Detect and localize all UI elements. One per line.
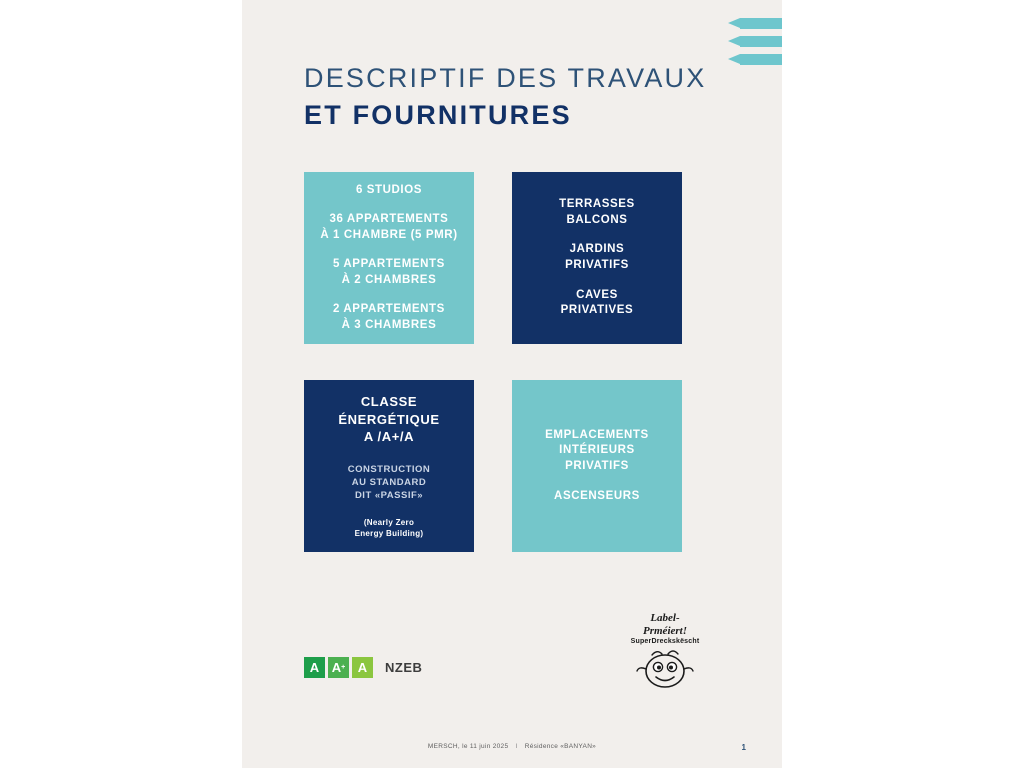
card-energy-subtitle: [348, 446, 431, 503]
page-title: [304, 62, 744, 133]
page-title-line-2: ET FOURNITURES: [304, 100, 572, 131]
card-outdoor-line: TERRASSES: [559, 198, 635, 211]
card-energy-note-line: Energy Building): [354, 528, 424, 538]
card-energy-title-line: CLASSE: [360, 394, 418, 410]
footer-place-date: MERSCH, le 11 juin 2025: [427, 743, 509, 750]
card-energy-title: [338, 393, 439, 446]
footer-project: Résidence «BANYAN»: [524, 743, 597, 750]
card-energy-sub-line: CONSTRUCTION: [347, 463, 431, 475]
card-units-group: [356, 183, 422, 199]
card-outdoor-line: CAVES: [576, 288, 618, 301]
card-units-line: 2 APPARTEMENTS: [333, 303, 445, 316]
card-energy-note-line: (Nearly Zero: [363, 517, 415, 527]
card-energy-class: [304, 380, 474, 552]
label-logo-line-2: Prméiert!: [643, 624, 687, 637]
card-outdoor-line: PRIVATIVES: [560, 304, 634, 317]
card-units-group: [333, 257, 445, 288]
card-units-group: [320, 212, 457, 243]
card-units-line: 36 APPARTEMENTS: [329, 213, 449, 226]
card-units-line: À 1 CHAMBRE (5 PMR): [320, 228, 458, 241]
card-units-group: [333, 302, 445, 333]
energy-class-chips: [304, 657, 376, 678]
card-energy-title-line: A /A+/A: [363, 429, 415, 445]
card-outdoor-spaces: [512, 172, 682, 344]
page-number: 1: [741, 743, 746, 752]
chevron-mark-icon: [740, 36, 782, 47]
card-parking-line: EMPLACEMENTS: [545, 428, 649, 441]
nzeb-badge: [304, 657, 422, 678]
card-outdoor-group: [559, 197, 635, 228]
card-outdoor-line: BALCONS: [566, 213, 628, 226]
card-units-line: 5 APPARTEMENTS: [333, 258, 445, 271]
card-energy-title-line: ÉNERGÉTIQUE: [338, 411, 440, 427]
document-sheet: [242, 0, 782, 768]
label-mascot-icon: [610, 645, 720, 691]
chevron-mark-icon: [740, 18, 782, 29]
page-title-line-1: DESCRIPTIF DES TRAVAUX: [304, 63, 707, 93]
card-parking-line: PRIVATIFS: [565, 460, 629, 472]
card-energy-sub-line: AU STANDARD: [351, 476, 427, 488]
card-units-line: À 2 CHAMBRES: [341, 273, 437, 286]
energy-chip-a-second: A: [352, 657, 373, 678]
chevron-mark-icon: [740, 54, 782, 65]
energy-chip-a-plus: A +: [328, 657, 349, 678]
card-units: [304, 172, 474, 344]
card-units-line: À 3 CHAMBRES: [341, 318, 437, 331]
card-parking-group: [554, 489, 640, 505]
superdreckskescht-label-icon: [610, 612, 720, 694]
card-parking-line: INTÉRIEURS: [559, 444, 635, 457]
card-outdoor-line: JARDINS: [569, 243, 625, 256]
energy-chip-a: A: [304, 657, 325, 678]
footer-separator: I: [515, 743, 518, 750]
card-units-line: 6 STUDIOS: [355, 183, 423, 196]
card-parking-group: [545, 428, 649, 475]
card-energy-note: [355, 503, 424, 539]
label-logo-arc-text: SuperDreckskëscht: [630, 638, 700, 646]
card-outdoor-line: PRIVATIFS: [565, 259, 629, 271]
card-outdoor-group: [561, 288, 634, 319]
nzeb-label: NZEB: [385, 660, 423, 675]
card-energy-sub-line: DIT «PASSIF»: [354, 490, 424, 502]
footer: [242, 743, 782, 750]
card-parking: [512, 380, 682, 552]
label-logo-line-1: Label-: [650, 612, 680, 624]
card-outdoor-group: [565, 242, 629, 273]
card-parking-line: ASCENSEURS: [554, 489, 640, 502]
